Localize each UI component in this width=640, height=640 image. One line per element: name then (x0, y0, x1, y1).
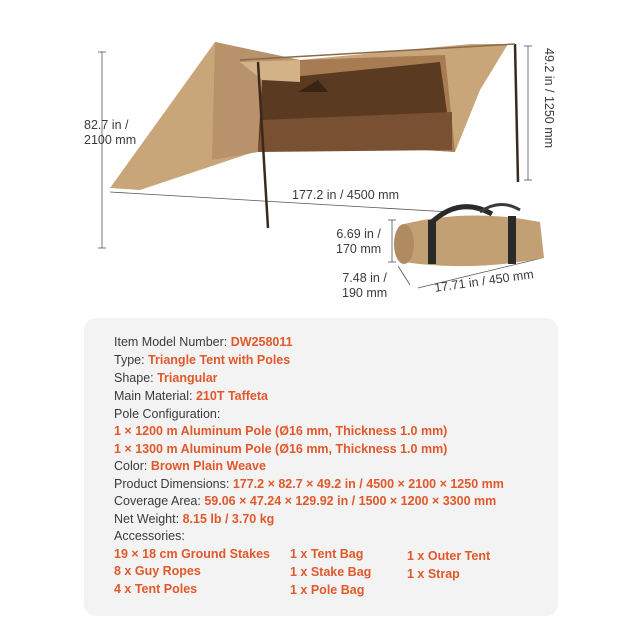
pole-config-1: 1 × 1200 m Aluminum Pole (Ø16 mm, Thickness 1.0 mm) (114, 424, 448, 438)
accessory-item: 4 x Tent Poles (114, 582, 198, 596)
tent-illustration (0, 0, 640, 310)
product-dims-row: Product Dimensions: 177.2 × 82.7 × 49.2 in / 4500 × 2100 × 1250 mm (114, 477, 504, 491)
accessories-label: Accessories: (114, 529, 185, 543)
color-row: Color: Brown Plain Weave (114, 459, 266, 473)
shape-row: Shape: Triangular (114, 371, 218, 385)
bag-depth-label: 7.48 in / 190 mm (342, 271, 388, 300)
material-row: Main Material: 210T Taffeta (114, 389, 268, 403)
coverage-row: Coverage Area: 59.06 × 47.24 × 129.92 in / 1500 × 1200 × 3300 mm (114, 494, 497, 508)
accessory-item: 1 x Pole Bag (290, 583, 365, 597)
tent-bag (394, 204, 544, 266)
pole-config-2: 1 × 1300 m Aluminum Pole (Ø16 mm, Thickness 1.0 mm) (114, 442, 448, 456)
accessory-item: 1 x Stake Bag (290, 565, 372, 579)
accessory-item: 8 x Guy Ropes (114, 564, 201, 578)
bag-height-label: 6.69 in / 170 mm (336, 227, 382, 256)
accessory-item: 19 × 18 cm Ground Stakes (114, 547, 270, 561)
type-row: Type: Triangle Tent with Poles (114, 353, 291, 367)
tent-width-label: 49.2 in / 1250 mm (542, 48, 556, 149)
tent-length-label: 177.2 in / 4500 mm (292, 188, 400, 202)
accessory-item: 1 x Strap (407, 567, 460, 581)
model-row: Item Model Number: DW258011 (114, 335, 293, 349)
accessory-item: 1 x Tent Bag (290, 547, 364, 561)
tent-height-label: 82.7 in / 2100 mm (84, 118, 137, 147)
accessory-item: 1 x Outer Tent (407, 549, 491, 563)
pole-config-label: Pole Configuration: (114, 407, 221, 421)
bag-length-label: 17.71 in / 450 mm (433, 267, 535, 295)
weight-row: Net Weight: 8.15 lb / 3.70 kg (114, 512, 275, 526)
